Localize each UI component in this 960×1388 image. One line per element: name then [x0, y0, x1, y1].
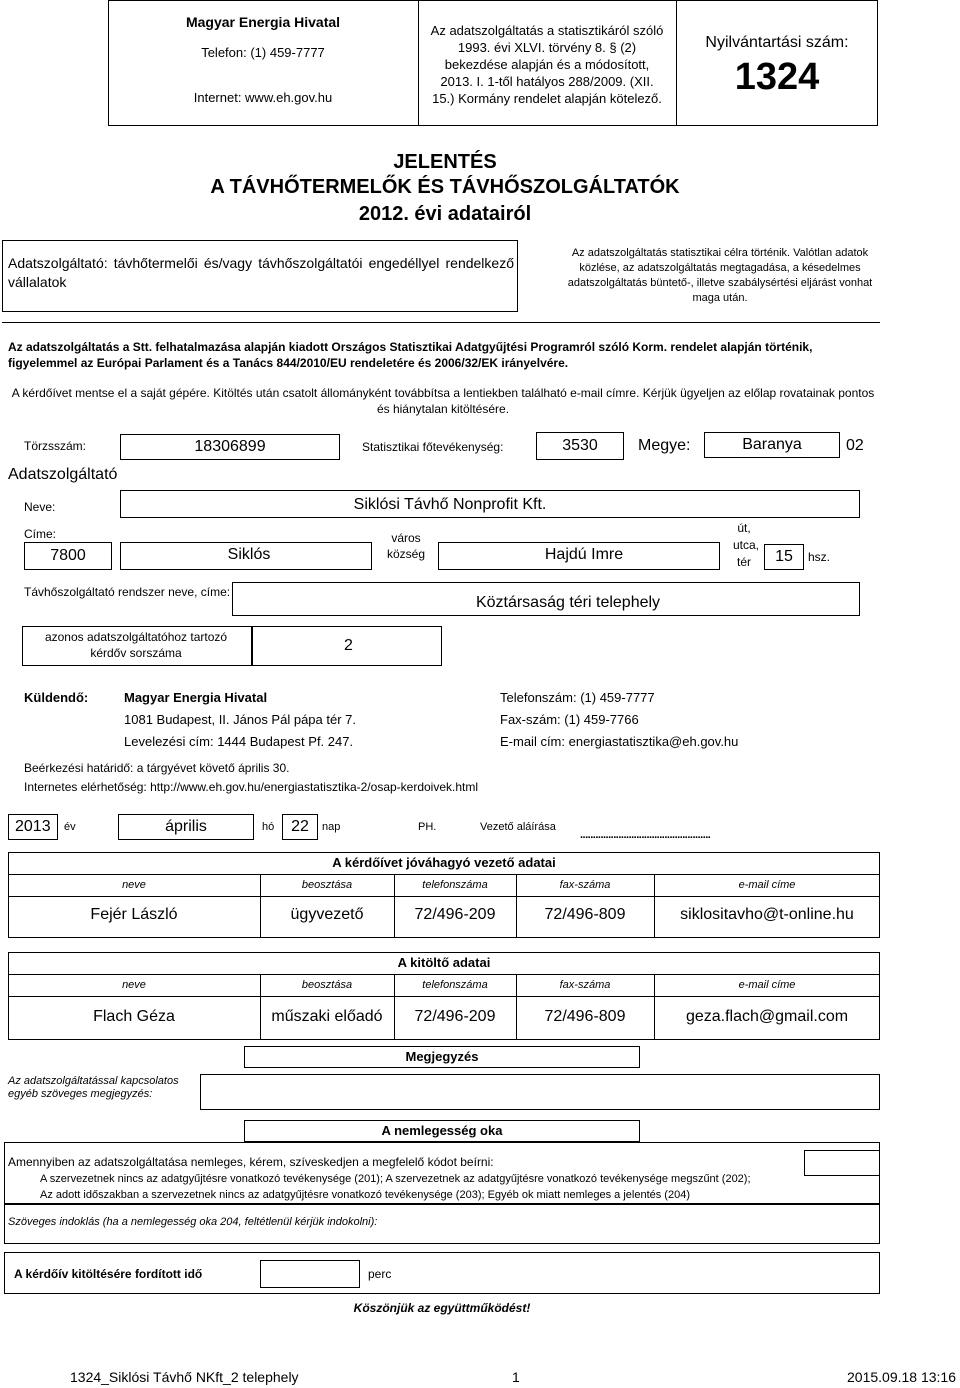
web-address: Internetes elérhetőség: http://www.eh.gov.hu/energiastatisztika-2/osap-kerdoivek.html [24, 780, 479, 794]
year-field[interactable]: 2013 [8, 814, 58, 840]
sender-fax: Fax-szám: (1) 459-7766 [500, 712, 639, 727]
statistical-notice: Az adatszolgáltatás statisztikai célra történik. Valótlan adatok közlése, az adatszolgáltatás megtagadása, a késedelmes adatszolgáltatás büntető-, illetve szabálysértési eljárást vonhat maga után. [567, 247, 873, 304]
manager-heading: A kérdőívet jóváhagyó vezető adatai [332, 855, 556, 870]
torzsszam-label: Törzsszám: [24, 439, 87, 453]
deadline: Beérkezési határidő: a tárgyévet követő április 30. [24, 761, 290, 775]
system-label: Távhőszolgáltató rendszer neve, címe: [24, 585, 231, 599]
filler-col-name: neve [122, 979, 146, 991]
filler-col-email: e-mail címe [738, 979, 796, 991]
filler-heading: A kitöltő adatai [397, 955, 491, 970]
header-legal-line-5: 15.) Kormány rendelet alapján kötelező. [432, 91, 662, 106]
filler-name[interactable]: Flach Géza [93, 1008, 175, 1025]
remarks-label: Az adatszolgáltatással kapcsolatos egyéb szöveges megjegyzés: [8, 1075, 179, 1100]
header-legal-line-3: bekezdése alapján és a módosított, [444, 57, 650, 72]
zip-field[interactable]: 7800 [24, 542, 112, 570]
nonsubmission-code-field[interactable] [804, 1150, 880, 1176]
month-label: hó [262, 821, 275, 833]
manager-col-email: e-mail címe [738, 879, 796, 891]
day-field[interactable]: 22 [282, 814, 318, 840]
county-code: 02 [846, 437, 864, 454]
manager-fax[interactable]: 72/496-809 [544, 906, 626, 923]
street-value: Hajdú Imre [544, 546, 624, 563]
signature-label: Vezető aláírása [480, 821, 556, 833]
registration-label: Nyilvántartási szám: [705, 34, 849, 51]
remarks-field[interactable] [200, 1074, 880, 1110]
house-number-label: hsz. [808, 550, 831, 564]
torzsszam-field[interactable]: 18306899 [120, 434, 340, 460]
nonsubmission-heading: A nemlegesség oka [381, 1123, 503, 1138]
header-phone: Telefon: (1) 459-7777 [201, 45, 325, 60]
day-label: nap [322, 821, 341, 833]
system-value: Köztársaság téri telephely [475, 594, 661, 611]
text-reason-label: Szöveges indoklás (ha a nemlegesség oka 204, feltétlenül kérjük indokolni): [8, 1216, 378, 1228]
footer-file: 1324_Siklósi Távhő NKft_2 telephely [70, 1369, 299, 1385]
activity-label: Statisztikai főtevékenység: [362, 440, 504, 454]
header-internet: Internet: www.eh.gov.hu [193, 90, 333, 105]
legal-notice: Az adatszolgáltatás a Stt. felhatalmazása alapján kiadott Országos Statisztikai Adatgyűjtési Programról szóló Korm. rendelet alapján történik, figyelemmel az Európai Parlament és a Tanács 844/2010/EU rendeletére és 2006/32/EK irányelvére. [8, 340, 813, 370]
activity-field[interactable]: 3530 [536, 432, 624, 460]
city-type-2: község [386, 547, 426, 561]
sender-email: E-mail cím: energiastatisztika@eh.gov.hu [500, 734, 739, 749]
save-instructions: A kérdőívet mentse el a saját gépére. Kitöltés után csatolt állományként továbbítsa a lentiekben található e-mail címre. Kérjük ügyeljen az előlap rovatainak pontos és hiánytalan kitöltésére. [11, 386, 875, 416]
manager-col-position: beosztása [301, 879, 353, 891]
time-spent-field[interactable] [260, 1260, 360, 1288]
nonsubmission-intro: Amennyiben az adatszolgáltatása nemleges, kérem, szíveskedjen a megfelelő kódot beírni: [8, 1155, 494, 1169]
manager-email[interactable]: siklositavho@t-online.hu [680, 906, 854, 923]
footer-datetime: 2015.09.18 13:16 [847, 1369, 956, 1385]
provider-section-label: Adatszolgáltató [8, 466, 118, 483]
manager-position[interactable]: ügyvezető [290, 906, 364, 923]
thanks-text: Köszönjük az együttműködést! [353, 1301, 531, 1315]
manager-col-fax: fax-száma [559, 879, 611, 891]
time-spent-label: A kérdőív kitöltésére fordított idő [14, 1267, 203, 1281]
manager-name[interactable]: Fejér László [90, 906, 178, 923]
house-number-field[interactable]: 15 [764, 544, 804, 570]
footer-page: 1 [512, 1369, 520, 1385]
title-line-3: 2012. évi adatairól [358, 203, 532, 225]
filler-col-phone: telefonszáma [422, 979, 488, 991]
title-line-2: A TÁVHŐTERMELŐK ÉS TÁVHŐSZOLGÁLTATÓK [210, 176, 680, 198]
manager-col-name: neve [122, 879, 146, 891]
year-label: év [64, 821, 76, 833]
city-type-1: város [391, 531, 421, 545]
filler-position[interactable]: műszaki előadó [271, 1008, 383, 1025]
provider-address-label: Címe: [24, 527, 57, 541]
sender-phone: Telefonszám: (1) 459-7777 [500, 690, 655, 705]
signature-line: ................................................... [580, 829, 711, 841]
filler-phone[interactable]: 72/496-209 [414, 1008, 496, 1025]
remarks-heading: Megjegyzés [405, 1049, 479, 1064]
provider-type-text: Adatszolgáltató: távhőtermelői és/vagy távhőszolgáltatói engedéllyel rendelkező vállalatok [8, 255, 514, 290]
header-legal-line-1: Az adatszolgáltatás a statisztikáról szóló [430, 23, 664, 38]
same-provider-number: 2 [344, 637, 353, 654]
provider-name-value: Siklósi Távhő Nonprofit Kft. [353, 496, 547, 513]
manager-col-phone: telefonszáma [422, 879, 488, 891]
county-label: Megye: [638, 437, 691, 454]
nonsubmission-line-1: A szervezetnek nincs az adatgyűjtésre vonatkozó tevékenysége (201); A szervezetnek az adatgyűjtésre vonatkozó tevékenysége megszűnt (202); [40, 1173, 751, 1185]
street-type-3: tér [736, 555, 751, 569]
filler-fax[interactable]: 72/496-809 [544, 1008, 626, 1025]
nonsubmission-line-2: Az adott időszakban a szervezetnek nincs az adatgyűjtésre vonatkozó tevékenysége (203); Egyéb ok miatt nemleges a jelentés (204) [40, 1189, 690, 1201]
header-legal-line-4: 2013. I. 1-től hatályos 288/2009. (XII. [440, 74, 654, 89]
sender-address: 1081 Budapest, II. János Pál pápa tér 7. [124, 712, 356, 727]
filler-col-fax: fax-száma [559, 979, 611, 991]
filler-email[interactable]: geza.flach@gmail.com [685, 1008, 849, 1025]
county-field[interactable]: Baranya [704, 432, 840, 458]
manager-phone[interactable]: 72/496-209 [414, 906, 496, 923]
sender-org: Magyar Energia Hivatal [124, 690, 268, 705]
header-org-name: Magyar Energia Hivatal [185, 14, 341, 30]
sender-postal: Levelezési cím: 1444 Budapest Pf. 247. [124, 734, 354, 749]
same-provider-label: azonos adatszolgáltatóhoz tartozó kérdőv sorszáma [44, 630, 228, 660]
month-field[interactable]: április [118, 814, 254, 840]
street-type-1: út, [737, 521, 751, 535]
street-type-2: utca, [732, 538, 759, 552]
provider-name-label: Neve: [24, 500, 56, 514]
filler-col-position: beosztása [301, 979, 353, 991]
city-value: Siklós [227, 546, 271, 563]
time-spent-unit: perc [368, 1267, 392, 1281]
registration-number: 1324 [734, 56, 820, 98]
header-legal-line-2: 1993. évi XLVI. törvény 8. § (2) [457, 40, 637, 55]
title-line-1: JELENTÉS [393, 151, 497, 173]
ph-label: PH. [418, 821, 437, 833]
sender-label: Küldendő: [24, 690, 89, 705]
